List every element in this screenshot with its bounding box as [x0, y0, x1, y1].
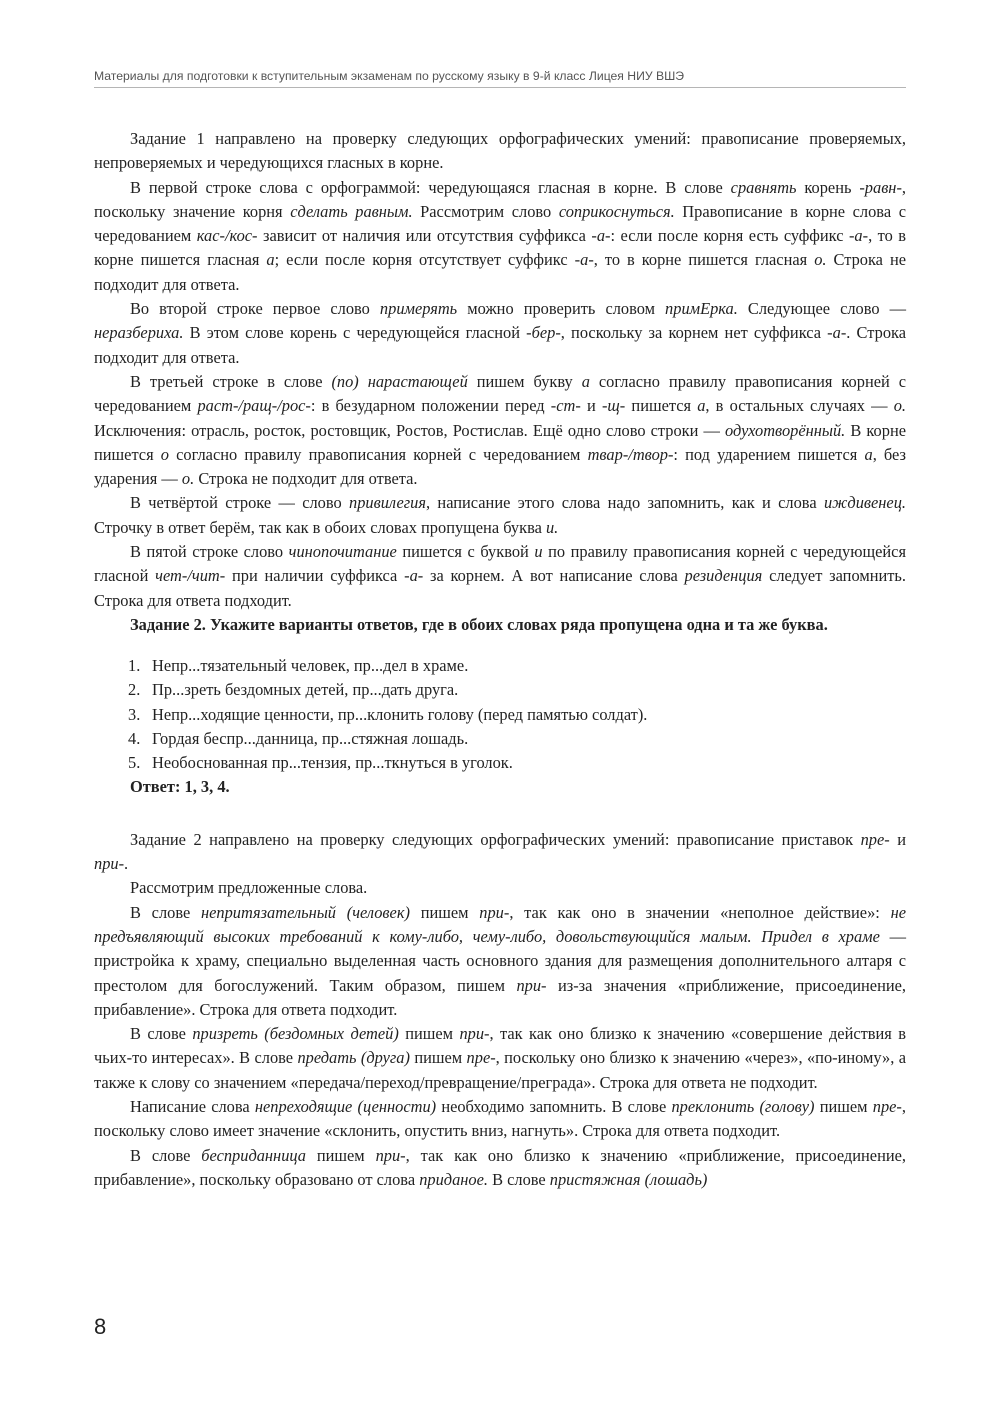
paragraph-consider-words: Рассмотрим предложенные слова.: [130, 878, 368, 898]
list-item: 4. Гордая беспр...данница, пр...стяжная лошадь.: [128, 728, 469, 748]
paragraph-line1-analysis: В первой строке слова с орфограммой: чередующаяся гласная в корне. В слове сравнять корень -равн-, поскольку значение корня сделать равным. Рассмотрим слово соприкоснуться. Правописание в корне слова с чередованием кас-/кос- зависит от наличия или отсутствия суффикса -а-: если после корня есть суффикс -а-, то в корне пишется гласная а; если после корня отсутствует суффикс -а-, то в корне пишется гласная о. Строка не подходит для ответа.: [94, 177, 907, 294]
paragraph-line5-analysis: В пятой строке слово чинопочитание пишется с буквой и по правилу правописания корней с чередующейся гласной чет-/чит- при наличии суффикса -а- за корнем. А вот написание слова резиденция следует запомнить. Строка для ответа подходит.: [94, 542, 906, 610]
paragraph-line3-analysis: В третьей строке в слове (по) нарастающей пишем букву а согласно правилу правописания корней с чередованием раст-/ращ-/рос-: в безударном положении перед -ст- и -щ- пишется а, в остальных случаях — о. Исключения: отрасль, росток, ростовщик, Ростов, Ростислав. Ещё одно слово строки — одухотворённый. В корне пишется о согласно правилу правописания корней с чередованием твар-/твор-: под ударением пишется а, без ударения — о. Строка не подходит для ответа.: [94, 371, 907, 489]
list-item: 2. Пр...зреть бездомных детей, пр...дать друга.: [128, 680, 459, 700]
header-divider: [94, 87, 906, 88]
paragraph-item1-analysis: В слове непритязательный (человек) пишем при-, так как оно в значении «неполное действие»: не предъявляющий высоких требований к кому-либо, чему-либо, довольствующийся малым. Придел в храме — пристройка к храму, специально выделенная часть основного здания для размещения дополнительного алтаря с престолом для богослужений. Таким образом, пишем при- из-за значения «приближение, присоединение, прибавление». Строка для ответа подходит.: [94, 902, 906, 1019]
task2-variants-list: [94, 654, 906, 775]
paragraph-task1-intro: Задание 1 направлено на проверку следующих орфографических умений: правописание проверяемых, непроверяемых и чередующихся гласных в корне.: [94, 129, 906, 173]
list-item: 1. Непр...тязательный человек, пр...дел в храме.: [128, 655, 469, 675]
list-item: 5. Необоснованная пр...тензия, пр...ткнуться в уголок.: [128, 753, 513, 773]
page-body: [94, 127, 906, 1192]
task2-heading: Задание 2. Укажите варианты ответов, где в обоих словах ряда пропущена одна и та же буква.: [130, 614, 828, 634]
list-item: 3. Непр...ходящие ценности, пр...клонить голову (перед памятью солдат).: [128, 704, 648, 724]
paragraph-task2-intro: Задание 2 направлено на проверку следующих орфографических умений: правописание приставок пре- и при-.: [94, 829, 907, 874]
task2-answer: Ответ: 1, 3, 4.: [130, 777, 230, 797]
page-number: 8: [94, 1314, 107, 1339]
paragraph-item3-analysis: Написание слова непреходящие (ценности) необходимо запомнить. В слове преклонить (голову) пишем пре-, поскольку слово имеет значение «склонить, опустить вниз, нагнуть». Строка для ответа подходит.: [94, 1096, 906, 1141]
paragraph-item2-analysis: В слове призреть (бездомных детей) пишем при-, так как оно близко к значению «совершение действия в чьих-то интересах». В слове предать (друга) пишем пре-, поскольку оно близко к значению «через», «по-иному», а также к слову со значением «передача/переход/превращение/преграда». Строка для ответа не подходит.: [94, 1024, 906, 1092]
paragraph-line2-analysis: Во второй строке первое слово примерять можно проверить словом примЕрка. Следующее слово — неразбериха. В этом слове корень с чередующейся гласной -бер-, поскольку за корнем нет суффикса -а-. Строка подходит для ответа.: [94, 299, 907, 367]
running-header: Материалы для подготовки к вступительным экзаменам по русскому языку в 9-й класс Лицея НИУ ВШЭ: [94, 69, 685, 83]
paragraph-line4-analysis: В четвёртой строке — слово привилегия, написание этого слова надо запомнить, как и слова иждивенец. Строчку в ответ берём, так как в обоих словах пропущена буква и.: [94, 493, 906, 537]
paragraph-item4-analysis: В слове бесприданница пишем при-, так как оно близко к значению «приближение, присоединение, прибавление», поскольку образовано от слова приданое. В слове пристяжная (лошадь): [94, 1145, 906, 1189]
